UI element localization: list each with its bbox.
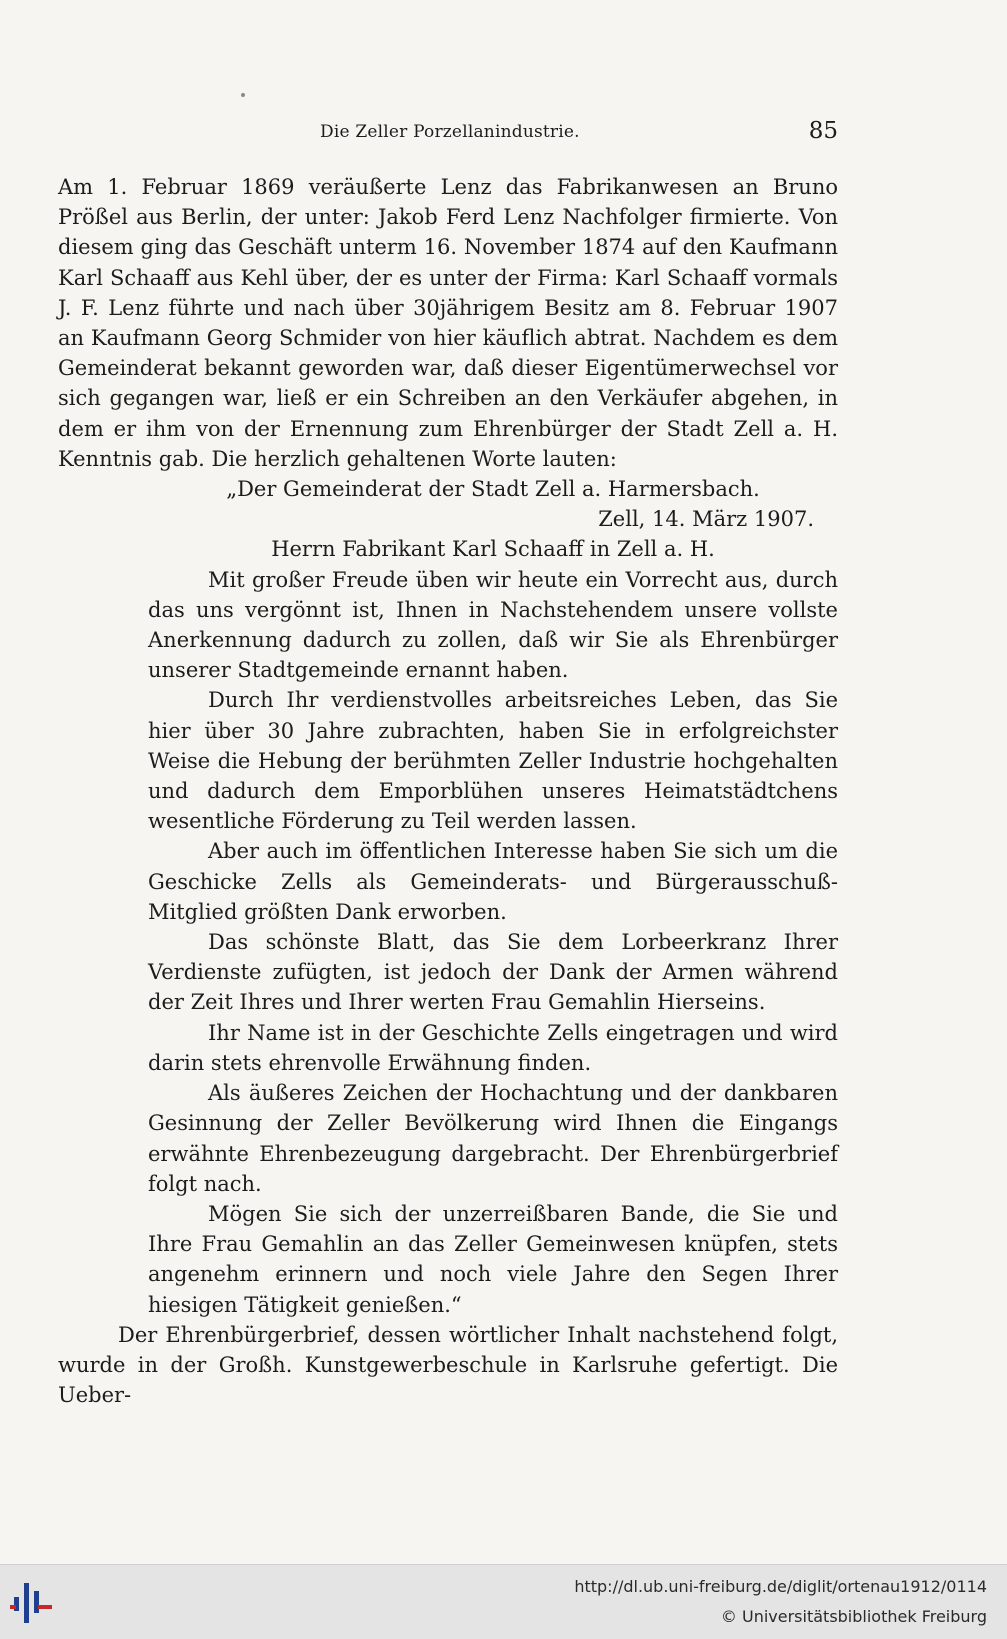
logo-accent <box>38 1605 52 1609</box>
logo-bar <box>34 1591 39 1613</box>
quote-heading: „Der Gemeinderat der Stadt Zell a. Harmersbach. <box>226 477 760 502</box>
library-footer <box>0 1564 1007 1639</box>
quote-paragraph: Aber auch im öffentlichen Interesse haben Sie sich um die Geschicke Zells als Gemeinderats- und Bürgerausschuß-Mitglied größten Dank erworben. <box>148 839 838 924</box>
quote-paragraph: Mögen Sie sich der unzerreißbaren Bande, die Sie und Ihre Frau Gemahlin an das Zeller Gemeinwesen knüpfen, stets angenehm erinnern und noch viele Jahre den Segen Ihrer hiesigen Tätigkeit genießen.“ <box>148 1201 838 1317</box>
quote-paragraph: Das schönste Blatt, das Sie dem Lorbeerkranz Ihrer Verdienste zufügten, ist jedoch der Dank der Armen während der Zeit Ihres und Ihrer werten Frau Gemahlin Hierseins. <box>148 930 838 1015</box>
logo-accent <box>10 1605 16 1609</box>
running-head <box>0 118 840 148</box>
quote-paragraph: Als äußeres Zeichen der Hochachtung und der dankbaren Gesinnung der Zeller Bevölkerung wird Ihnen die Eingangs erwähnte Ehrenbezeugung dargebracht. Der Ehrenbürgerbrief folgt nach. <box>148 1081 838 1196</box>
quote-paragraph: Durch Ihr verdienstvolles arbeitsreiches Leben, das Sie hier über 30 Jahre zubrachten, haben Sie in erfolgreichster Weise die Hebung der berühmten Zeller Industrie hochgehalten und dadurch dem Emporblühen unseres Heimatstädtchens wesentliche Förderung zu Teil werden lassen. <box>148 688 838 834</box>
quote-paragraph: Mit großer Freude üben wir heute ein Vorrecht aus, durch das uns vergönnt ist, Ihnen in Nachstehendem unsere vollste Anerkennung dadurch zu zollen, daß wir Sie als Ehrenbürger unserer Stadtgemeinde ernannt haben. <box>148 567 838 683</box>
honorary-letter-quote <box>148 474 838 1320</box>
quote-paragraph: Ihr Name ist in der Geschichte Zells eingetragen und wird darin stets ehrenvolle Erwähnung finden. <box>148 1020 838 1075</box>
logo-bar <box>24 1583 29 1623</box>
quote-date: Zell, 14. März 1907. <box>598 507 814 532</box>
page-number: 85 <box>808 118 838 144</box>
permalink-url[interactable]: http://dl.ub.uni-freiburg.de/diglit/ortenau1912/0114 <box>574 1577 987 1596</box>
running-title: Die Zeller Porzellanindustrie. <box>320 122 580 142</box>
quote-address: Herrn Fabrikant Karl Schaaff in Zell a. H. <box>271 537 715 562</box>
scan-speck <box>241 93 245 97</box>
copyright-notice: © Universitätsbibliothek Freiburg <box>720 1607 987 1626</box>
intro-paragraph: Am 1. Februar 1869 veräußerte Lenz das Fabrikanwesen an Bruno Prößel aus Berlin, der unter: Jakob Ferd Lenz Nachfolger firmierte. Von diesem ging das Geschäft unterm 16. November 1874 auf den Kaufmann Karl Schaaff aus Kehl über, der es unter der Firma: Karl Schaaff vormals J. F. Lenz führte und nach über 30jährigem Besitz am 8. Februar 1907 an Kaufmann Georg Schmider von hier käuflich abtrat. Nachdem es dem Gemeinderat bekannt geworden war, daß dieser Eigentümerwechsel vor sich gegangen war, ließ er ein Schreiben an den Verkäufer abgehen, in dem er ihm von der Ernennung zum Ehrenbürger der Stadt Zell a. H. Kenntnis gab. Die herzlich gehaltenen Worte lauten: <box>58 175 838 471</box>
closing-paragraph: Der Ehrenbürgerbrief, dessen wörtlicher Inhalt nachstehend folgt, wurde in der Großh. Kunstgewerbeschule in Karlsruhe gefertigt. Die Ueber- <box>58 1322 838 1408</box>
body-text <box>58 172 838 1410</box>
ub-freiburg-logo-icon <box>10 1579 62 1625</box>
